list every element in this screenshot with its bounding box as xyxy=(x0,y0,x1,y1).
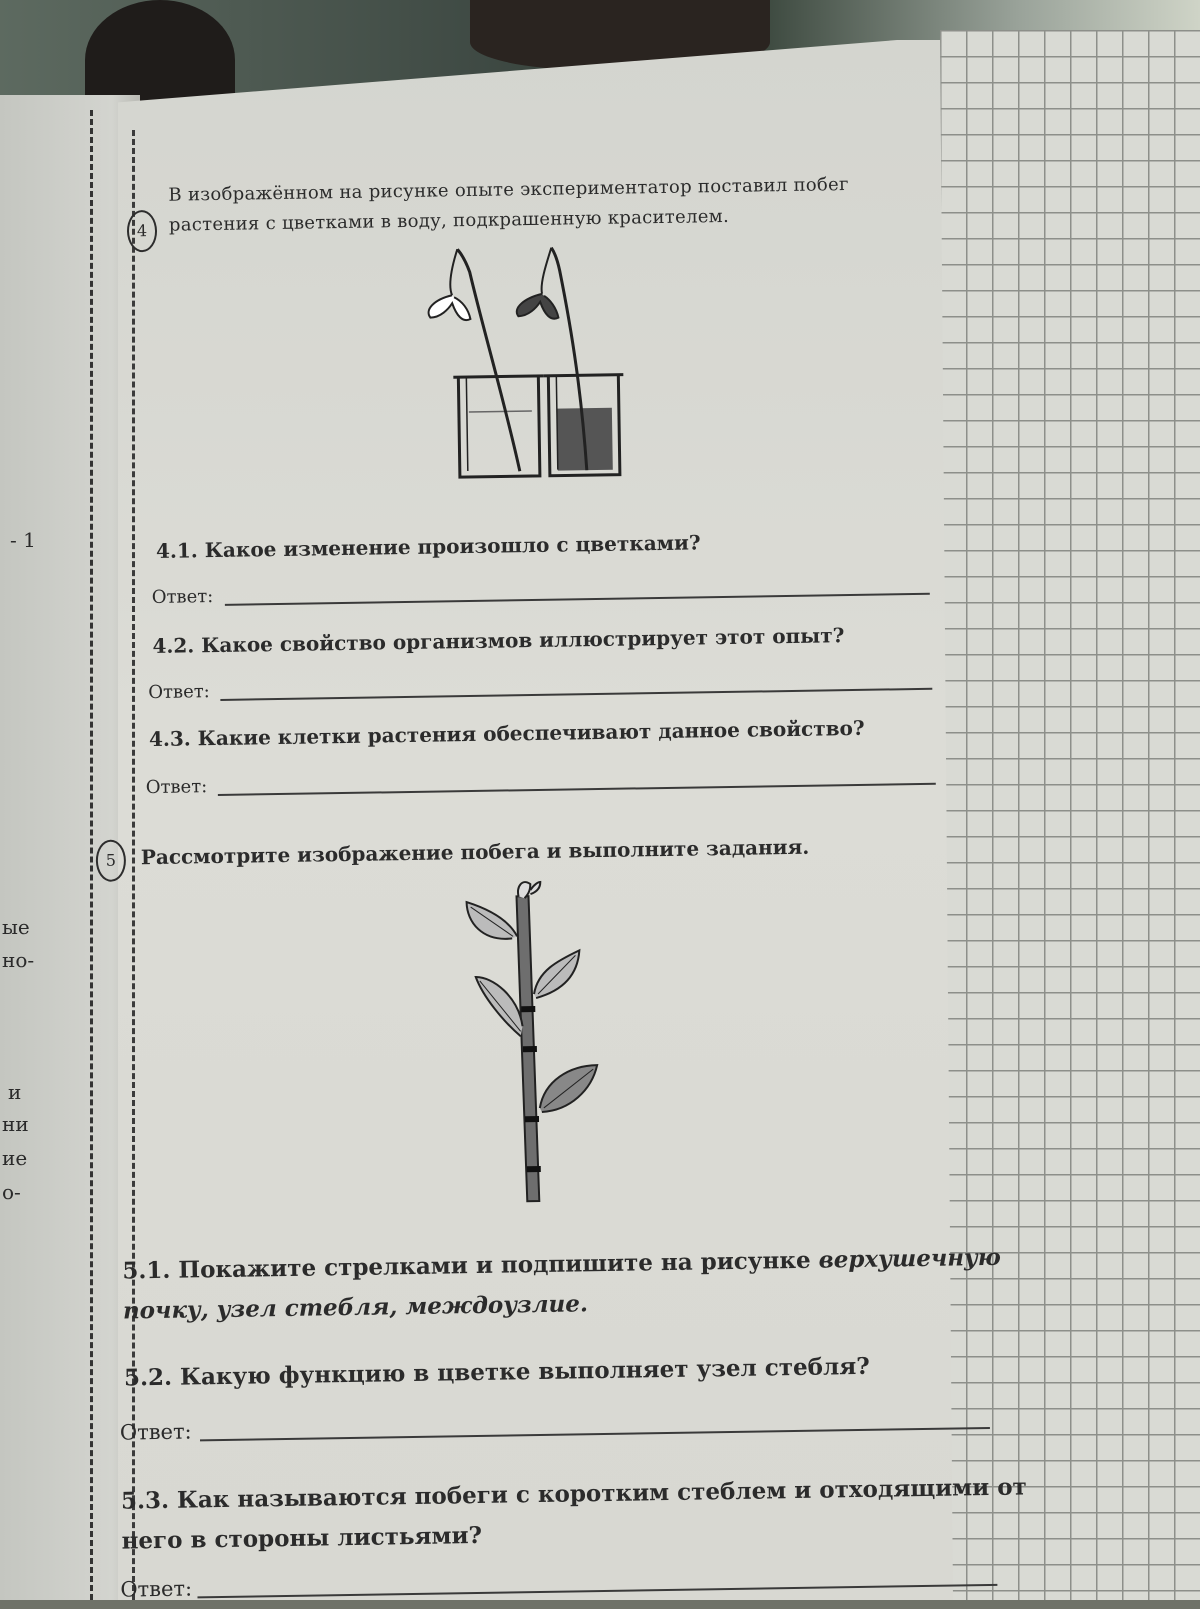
question-5-1-prefix: 5.1. Покажите стрелками и подпишите на рисунке xyxy=(122,1246,819,1285)
answer-label-4-1: Ответ: xyxy=(151,586,214,609)
question-4-1: 4.1. Какое изменение произошло с цветками? xyxy=(155,530,701,563)
answer-line-4-1[interactable] xyxy=(225,593,930,606)
beakers-illustration xyxy=(411,244,655,488)
stem-node xyxy=(523,1046,537,1052)
left-page-fragment: но- xyxy=(2,948,35,972)
task-number-5: 5 xyxy=(96,839,127,881)
task5-intro: Рассмотрите изображение побега и выполните задания. xyxy=(140,834,810,870)
question-5-2: 5.2. Какую функцию в цветке выполняет узел стебля? xyxy=(123,1352,870,1392)
left-page-fragment: о- xyxy=(2,1180,21,1204)
answer-line-4-3[interactable] xyxy=(218,783,936,796)
answer-label-5-3: Ответ: xyxy=(120,1576,193,1602)
answer-label-4-3: Ответ: xyxy=(145,776,208,799)
left-page-fragment: ые xyxy=(2,915,30,939)
leaf xyxy=(533,950,580,998)
left-page-fragment: и xyxy=(8,1080,22,1104)
stem-node xyxy=(525,1116,539,1122)
stem-node xyxy=(527,1166,541,1172)
stem xyxy=(517,896,542,1201)
task4-intro-line1: В изображённом на рисунке опыте экспериментатор поставил побег xyxy=(168,174,849,206)
question-5-3-line2: него в стороны листьями? xyxy=(121,1521,483,1555)
task-number-4: 4 xyxy=(127,210,158,252)
leaf xyxy=(476,976,523,1037)
task4-intro-line2: растения с цветками в воду, подкрашенную красителем. xyxy=(168,205,730,236)
question-4-2: 4.2. Какое свойство организмов иллюстрирует этот опыт? xyxy=(152,623,845,659)
stem-node xyxy=(521,1006,535,1012)
left-page-fragment: ни xyxy=(2,1112,29,1136)
question-4-3: 4.3. Какие клетки растения обеспечивают данное свойство? xyxy=(148,715,865,752)
left-page-fragment: ие xyxy=(2,1146,28,1170)
question-5-1-line2: почку, узел стебля, междоузлие. xyxy=(122,1290,589,1325)
answer-line-4-2[interactable] xyxy=(220,688,932,701)
answer-line-5-2[interactable] xyxy=(200,1427,990,1441)
white-flower-stem xyxy=(428,248,520,472)
question-5-3-line1: 5.3. Как называются побеги с коротким стеблем и отходящими от xyxy=(120,1473,1028,1515)
question-5-1-line1 xyxy=(122,1244,1001,1285)
leaf xyxy=(467,901,518,939)
leaf xyxy=(539,1065,598,1112)
shoot-illustration xyxy=(456,875,611,1207)
answer-label-5-2: Ответ: xyxy=(119,1419,192,1445)
left-page-fragment: - 1 xyxy=(10,528,36,552)
answer-label-4-2: Ответ: xyxy=(148,681,210,704)
question-5-1-italic-1: верхушечную xyxy=(818,1243,1002,1274)
